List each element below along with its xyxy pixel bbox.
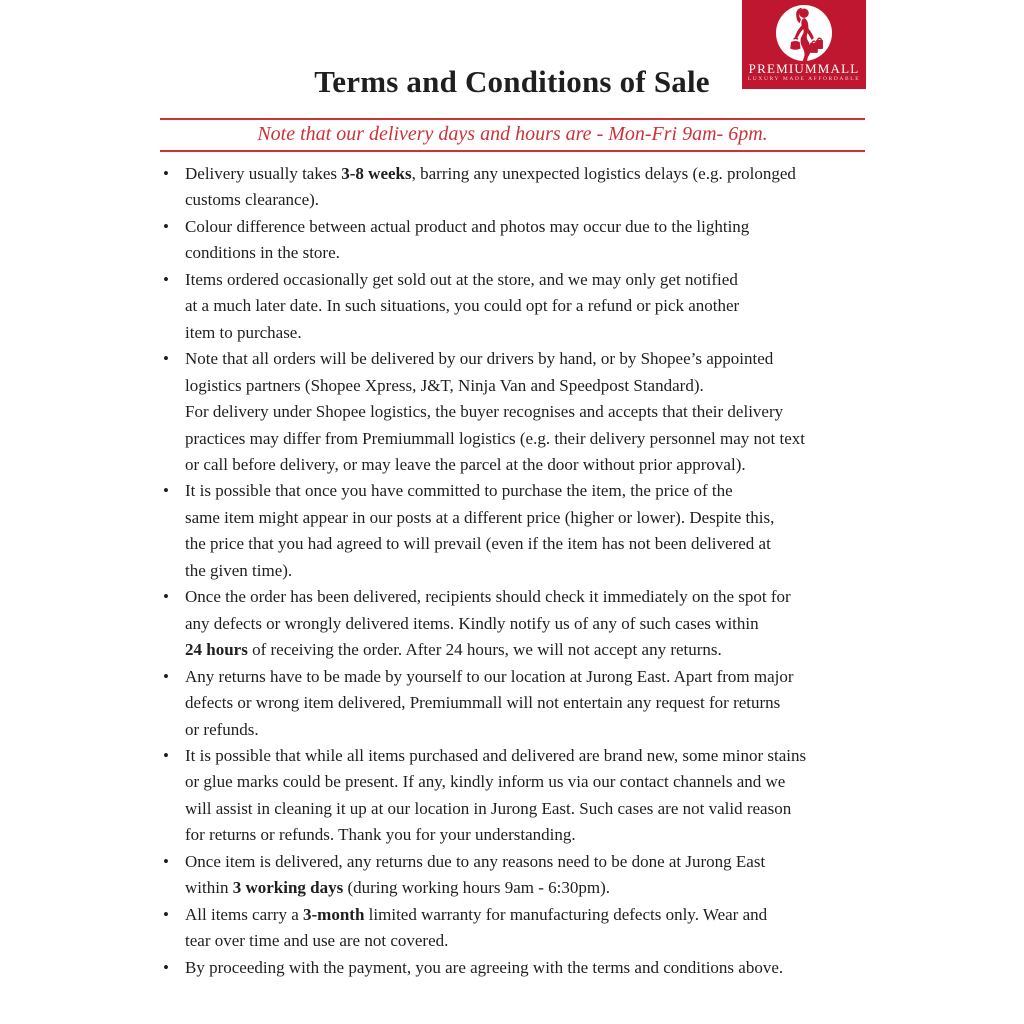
term-line: • Note that all orders will be delivered by our drivers by hand, or by Shopee’s appointed bbox=[185, 349, 774, 369]
term-line: • Delivery usually takes 3-8 weeks, barring any unexpected logistics delays (e.g. prolonged bbox=[185, 164, 796, 183]
term-line: within 3 working days (during working hours 9am - 6:30pm). bbox=[185, 878, 611, 898]
term-item bbox=[160, 743, 872, 849]
term-item bbox=[160, 584, 872, 663]
term-line: or call before delivery, or may leave the parcel at the door without prior approval). bbox=[185, 454, 746, 474]
term-item bbox=[160, 267, 872, 346]
term-line: any defects or wrongly delivered items. Kindly notify us of any of such cases within bbox=[185, 613, 759, 633]
term-line: logistics partners (Shopee Xpress, J&T, Ninja Van and Speedpost Standard). bbox=[185, 375, 704, 395]
term-line: will assist in cleaning it up at our location in Jurong East. Such cases are not valid reason bbox=[185, 798, 792, 818]
delivery-notice: Note that our delivery days and hours are - Mon-Fri 9am- 6pm. bbox=[160, 118, 865, 152]
term-item bbox=[160, 478, 872, 584]
term-line: • Once the order has been delivered, recipients should check it immediately on the spot for bbox=[185, 587, 791, 607]
term-line: defects or wrong item delivered, Premiummall will not entertain any request for returns bbox=[185, 693, 781, 713]
term-line: the given time). bbox=[185, 560, 293, 580]
term-line: customs clearance). bbox=[185, 190, 320, 210]
term-line: • It is possible that while all items purchased and delivered are brand new, some minor stains bbox=[185, 745, 807, 765]
term-line: the price that you had agreed to will prevail (even if the item has not been delivered at bbox=[185, 534, 771, 554]
logo-circle bbox=[776, 5, 832, 61]
term-line: For delivery under Shopee logistics, the buyer recognises and accepts that their delivery bbox=[185, 402, 784, 422]
term-line: 24 hours of receiving the order. After 24 hours, we will not accept any returns. bbox=[185, 640, 722, 660]
term-item bbox=[160, 346, 872, 478]
term-line: • Colour difference between actual product and photos may occur due to the lighting bbox=[185, 216, 750, 236]
term-line: practices may differ from Premiummall logistics (e.g. their delivery personnel may not text bbox=[185, 428, 806, 448]
term-line: or refunds. bbox=[185, 719, 259, 739]
woman-shopper-icon bbox=[776, 5, 832, 61]
term-line: • Once item is delivered, any returns due to any reasons need to be done at Jurong East bbox=[185, 851, 766, 871]
term-item bbox=[160, 161, 872, 214]
term-item bbox=[160, 849, 872, 902]
term-line: for returns or refunds. Thank you for your understanding. bbox=[185, 825, 576, 845]
term-item bbox=[160, 664, 872, 743]
page-title: Terms and Conditions of Sale bbox=[314, 64, 710, 99]
term-line: same item might appear in our posts at a different price (higher or lower). Despite this, bbox=[185, 507, 775, 527]
term-line: tear over time and use are not covered. bbox=[185, 931, 449, 951]
term-line: or glue marks could be present. If any, kindly inform us via our contact channels and we bbox=[185, 772, 786, 792]
term-line: item to purchase. bbox=[185, 322, 302, 342]
term-line: at a much later date. In such situations, you could opt for a refund or pick another bbox=[185, 296, 740, 316]
term-line: • It is possible that once you have committed to purchase the item, the price of the bbox=[185, 481, 733, 501]
term-item bbox=[160, 955, 872, 981]
logo-tagline-text: LUXURY MADE AFFORDABLE bbox=[747, 76, 861, 82]
term-line: • Items ordered occasionally get sold out at the store, and we may only get notified bbox=[185, 269, 738, 289]
terms-list bbox=[160, 161, 872, 981]
term-line: • By proceeding with the payment, you are agreeing with the terms and conditions above. bbox=[185, 957, 784, 977]
term-line: • Any returns have to be made by yourself to our location at Jurong East. Apart from major bbox=[185, 666, 794, 686]
logo-brand-text: PREMIUMMALL bbox=[748, 61, 860, 76]
term-line: conditions in the store. bbox=[185, 243, 340, 263]
term-item bbox=[160, 214, 872, 267]
term-line: • All items carry a 3-month limited warranty for manufacturing defects only. Wear and bbox=[185, 904, 768, 924]
term-item bbox=[160, 902, 872, 955]
